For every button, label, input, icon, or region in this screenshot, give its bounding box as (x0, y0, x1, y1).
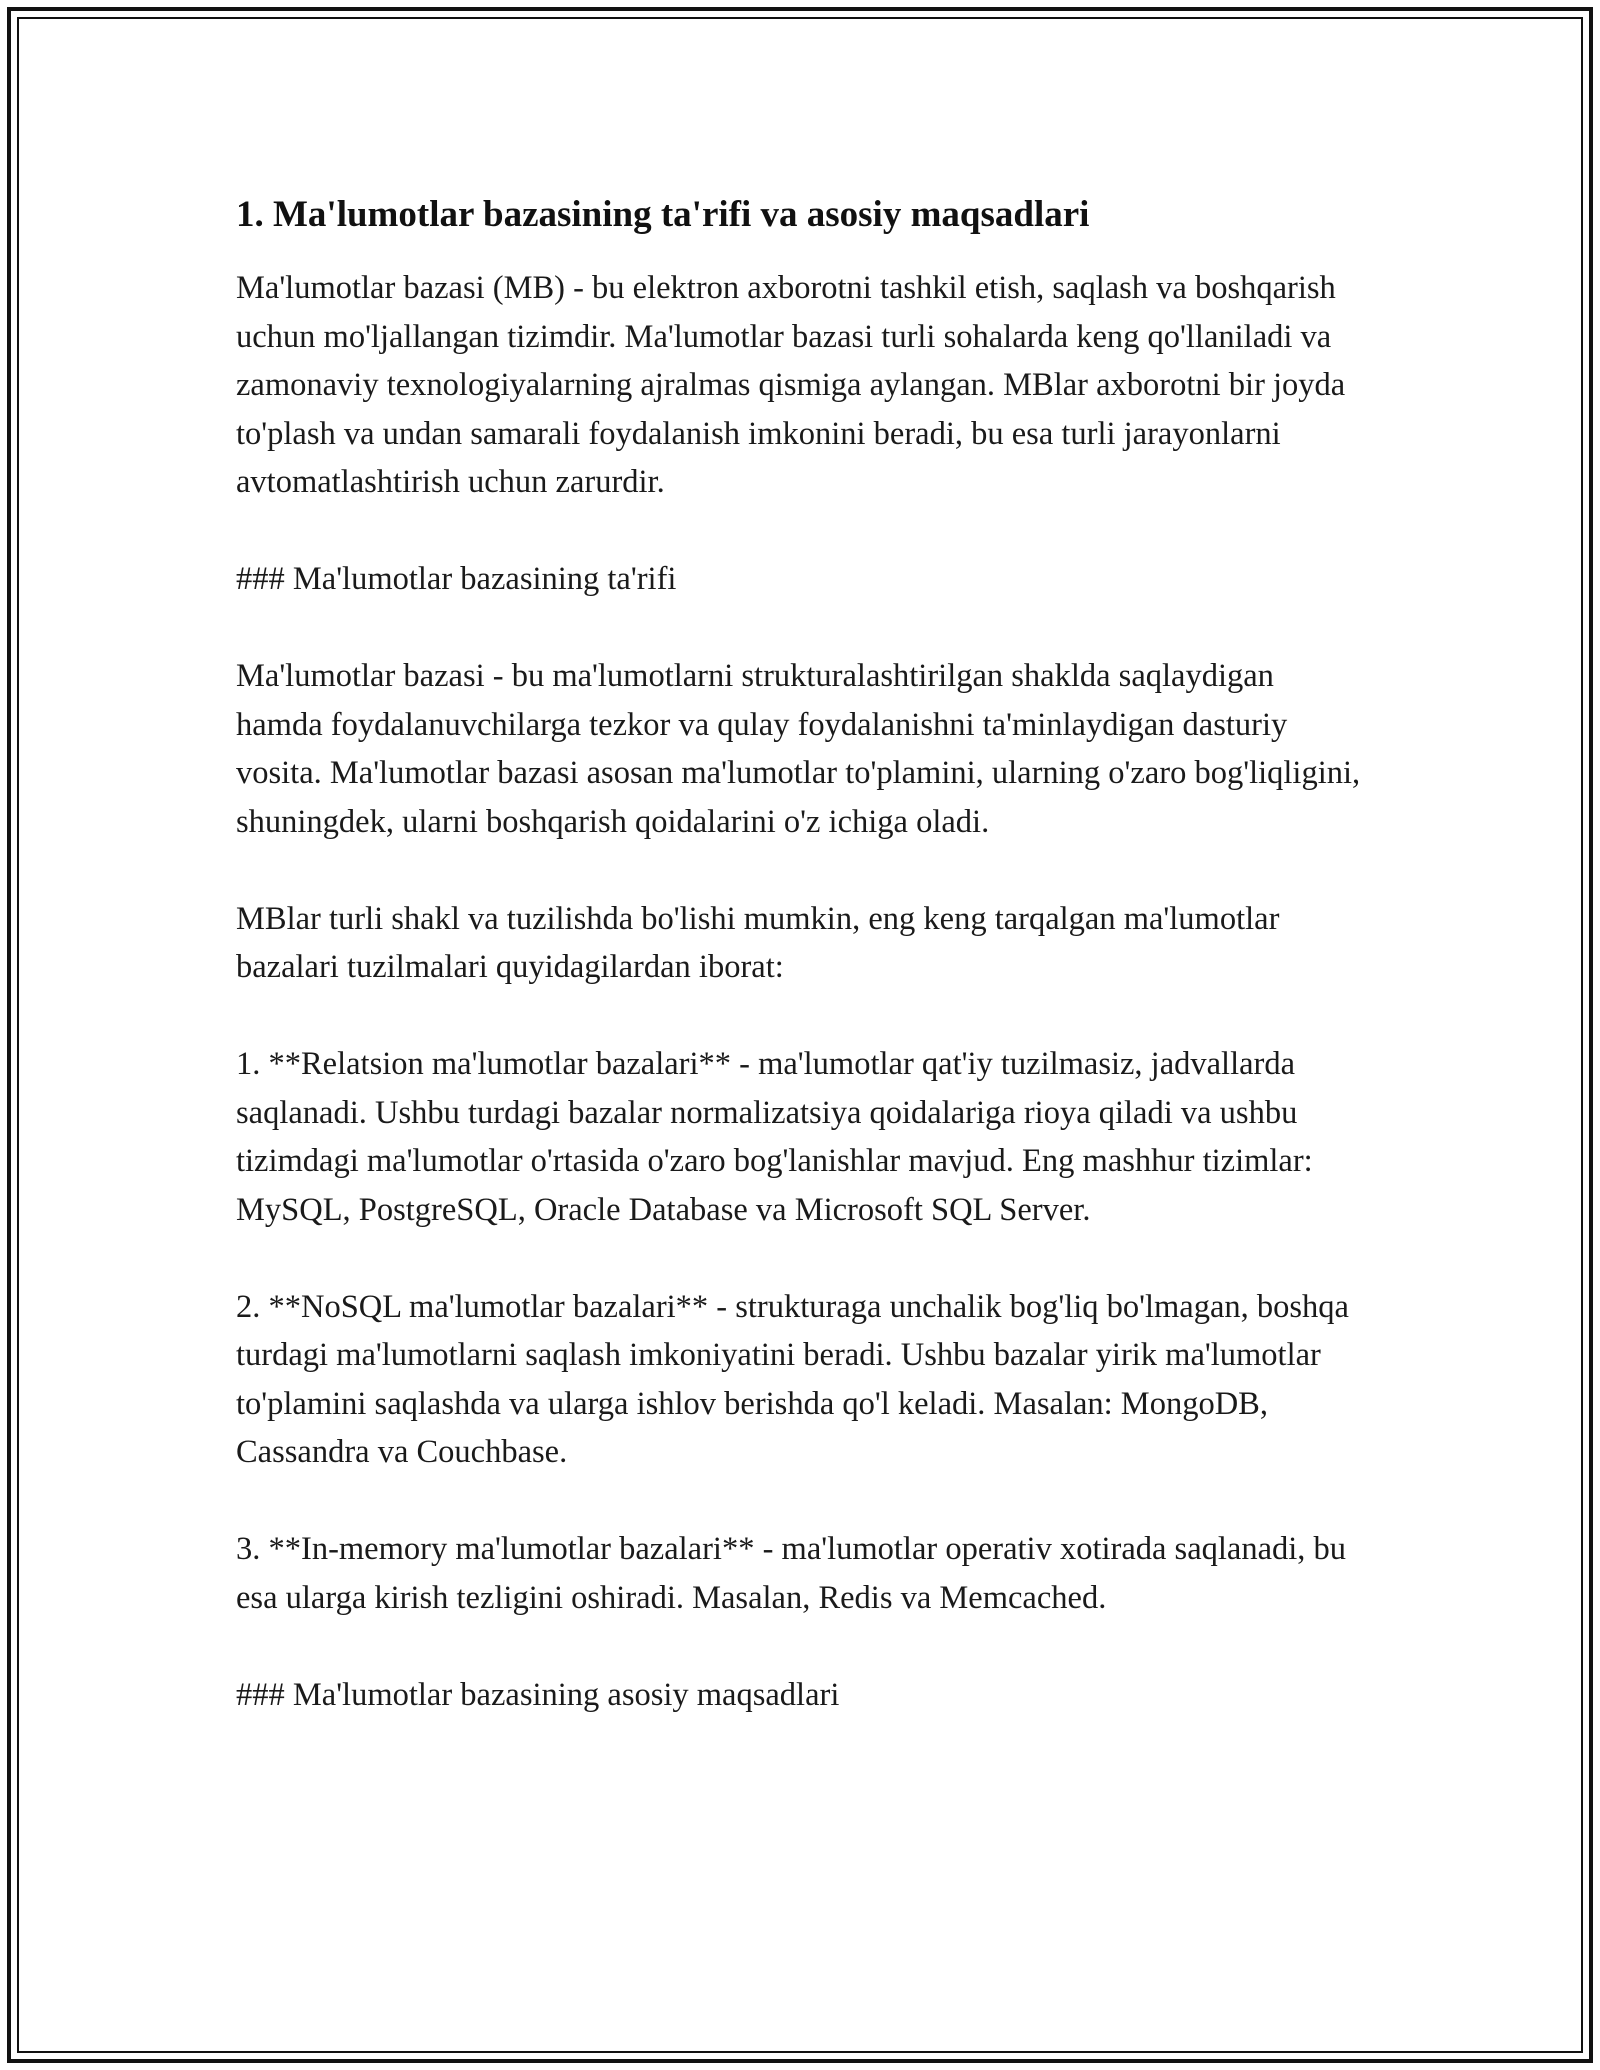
subheading-definition: ### Ma'lumotlar bazasining ta'rifi (236, 561, 677, 597)
list-item-in-memory: 3. **In-memory ma'lumotlar bazalari** - ma'lumotlar operativ xotirada saqlanadi, bu esa ularga kirish tezligini oshiradi. Masalan, Redis va Memcached. (236, 1531, 1347, 1616)
structures-intro-paragraph: MBlar turli shakl va tuzilishda bo'lishi mumkin, eng keng tarqalgan ma'lumotlar bazalari tuzilmalari quyidagilardan iborat: (236, 900, 1280, 985)
intro-paragraph: Ma'lumotlar bazasi (MB) - bu elektron axborotni tashkil etish, saqlash va boshqarish uchun mo'ljallangan tizimdir. Ma'lumotlar bazasi turli sohalarda keng qo'llaniladi va zamonaviy texnologiyalarning ajralmas qismiga aylangan. MBlar axborotni bir joyda to'plash va undan samarali foydalanish imkonini beradi, bu esa turli jarayonlarni avtomatlashtirish uchun zarurdir. (236, 270, 1346, 500)
document-body (236, 186, 1366, 1768)
section-heading: 1. Ma'lumotlar bazasining ta'rifi va asosiy maqsadlari (236, 194, 1090, 235)
list-item-nosql: 2. **NoSQL ma'lumotlar bazalari** - strukturaga unchalik bog'liq bo'lmagan, boshqa turdagi ma'lumotlarni saqlash imkoniyatini beradi. Ushbu bazalar yirik ma'lumotlar to'plamini saqlashda va ularga ishlov berishda qo'l keladi. Masalan: MongoDB, Cassandra va Couchbase. (236, 1288, 1349, 1470)
definition-paragraph: Ma'lumotlar bazasi - bu ma'lumotlarni strukturalashtirilgan shaklda saqlaydigan hamda foydalanuvchilarga tezkor va qulay foydalanishni ta'minlaydigan dasturiy vosita. Ma'lumotlar bazasi asosan ma'lumotlar to'plamini, ularning o'zaro bog'liqligini, shuningdek, ularni boshqarish qoidalarini o'z ichiga oladi. (236, 658, 1361, 840)
list-item-relational: 1. **Relatsion ma'lumotlar bazalari** - ma'lumotlar qat'iy tuzilmasiz, jadvallarda saqlanadi. Ushbu turdagi bazalar normalizatsiya qoidalariga rioya qiladi va ushbu tizimdagi ma'lumotlar o'rtasida o'zaro bog'lanishlar mavjud. Eng mashhur tizimlar: MySQL, PostgreSQL, Oracle Database va Microsoft SQL Server. (236, 1046, 1313, 1228)
subheading-goals: ### Ma'lumotlar bazasining asosiy maqsadlari (236, 1676, 840, 1713)
